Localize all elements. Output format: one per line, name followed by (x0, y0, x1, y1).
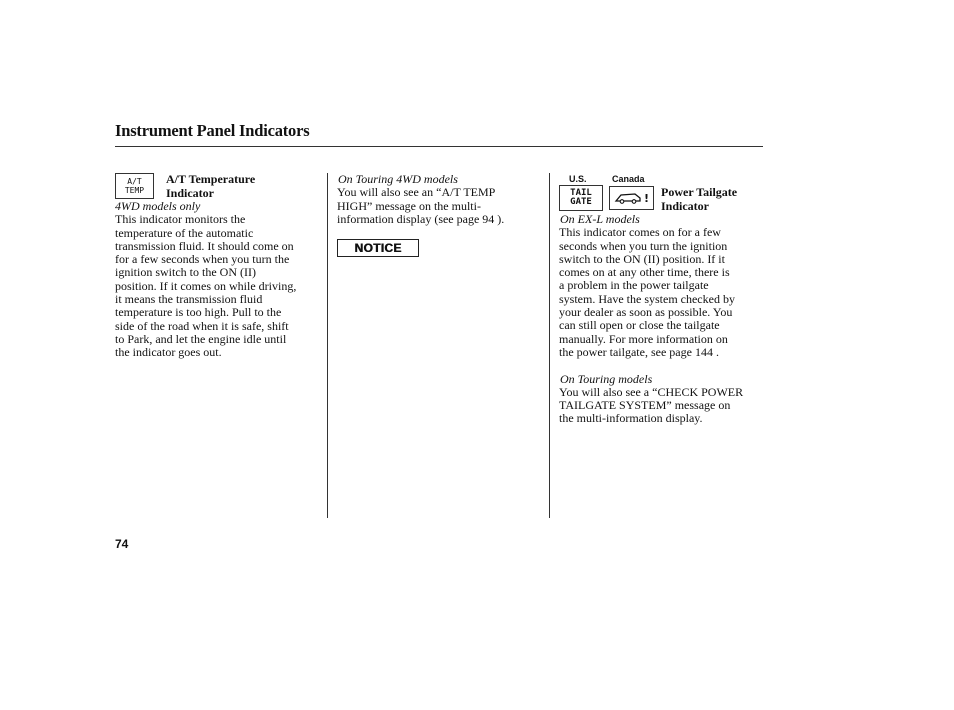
text-line: HIGH” message on the multi- (337, 198, 481, 213)
touring-body (559, 386, 764, 426)
region-us-label: U.S. (569, 174, 587, 184)
notice-label (337, 239, 419, 257)
text-line: You will also see an “A/T TEMP (337, 185, 496, 200)
at-temp-note: 4WD models only (115, 199, 201, 213)
text-line: position. If it comes on while driving, (115, 278, 297, 293)
tail-gate-icon-line1: TAIL (570, 188, 592, 198)
text-line: system. Have the system checked by (559, 291, 735, 306)
at-temp-icon-line1: A/T (127, 177, 142, 186)
touring-4wd-section (337, 173, 542, 226)
text-line: the multi-information display. (559, 411, 703, 426)
touring-4wd-body (337, 186, 542, 226)
text-line: can still open or close the tailgate (559, 318, 720, 333)
text-line: seconds when you turn the ignition (559, 238, 728, 253)
text-line: side of the road when it is safe, shift (115, 318, 289, 333)
text-line: information display (see page 94 ). (337, 211, 505, 226)
text-line: switch to the ON (II) position. If it (559, 251, 725, 266)
page-number: 74 (115, 537, 129, 551)
ex-l-note: On EX-L models (560, 212, 640, 226)
text-line: the indicator goes out. (115, 345, 222, 360)
column-divider-left (327, 173, 328, 518)
tail-gate-icon-line2: GATE (570, 197, 592, 207)
power-tailgate-section (559, 213, 764, 426)
power-tailgate-body (559, 226, 764, 359)
text-line: a problem in the power tailgate (559, 278, 709, 293)
tail-gate-indicator-icon (559, 185, 603, 211)
text-line: temperature of the automatic (115, 225, 254, 240)
text-line: comes on at any other time, there is (559, 265, 730, 280)
paragraph-gap (559, 359, 764, 372)
text-line: it means the transmission fluid (115, 292, 263, 307)
power-tailgate-heading-line1: Power Tailgate (661, 185, 738, 199)
text-line: ignition switch to the ON (II) (115, 265, 256, 280)
notice-label-text: NOTICE (354, 241, 402, 255)
text-line: This indicator monitors the (115, 212, 246, 227)
text-line: the power tailgate, see page 144 . (559, 344, 719, 359)
page-title: Instrument Panel Indicators (115, 121, 310, 140)
at-temp-indicator-icon (115, 173, 154, 199)
column-divider-right (549, 173, 550, 518)
text-line: TAILGATE SYSTEM” message on (559, 398, 731, 413)
car-tailgate-icon (609, 186, 654, 210)
text-line: manually. For more information on (559, 331, 728, 346)
region-canada-label: Canada (612, 174, 645, 184)
text-line: temperature is too high. Pull to the (115, 305, 282, 320)
title-rule (115, 146, 763, 147)
text-line: You will also see a “CHECK POWER (559, 384, 744, 399)
car-tailgate-icon-graphic (613, 190, 651, 206)
at-temp-section (115, 200, 325, 360)
at-temp-icon-line2: TEMP (124, 186, 145, 195)
at-temp-heading-line2: Indicator (166, 185, 214, 200)
power-tailgate-heading (661, 186, 761, 213)
text-line: your dealer as soon as possible. You (559, 305, 733, 320)
text-line: transmission fluid. It should come on (115, 238, 294, 253)
text-line: for a few seconds when you turn the (115, 252, 290, 267)
at-temp-heading (166, 173, 316, 200)
at-temp-heading-line1: A/T Temperature (166, 172, 256, 186)
touring-4wd-note: On Touring 4WD models (338, 172, 458, 186)
car-icon-mark: ! (643, 192, 649, 205)
touring-note: On Touring models (560, 371, 653, 386)
text-line: to Park, and let the engine idle until (115, 331, 287, 346)
at-temp-body (115, 213, 325, 359)
text-line: This indicator comes on for a few (559, 225, 721, 240)
power-tailgate-heading-line2: Indicator (661, 198, 709, 213)
